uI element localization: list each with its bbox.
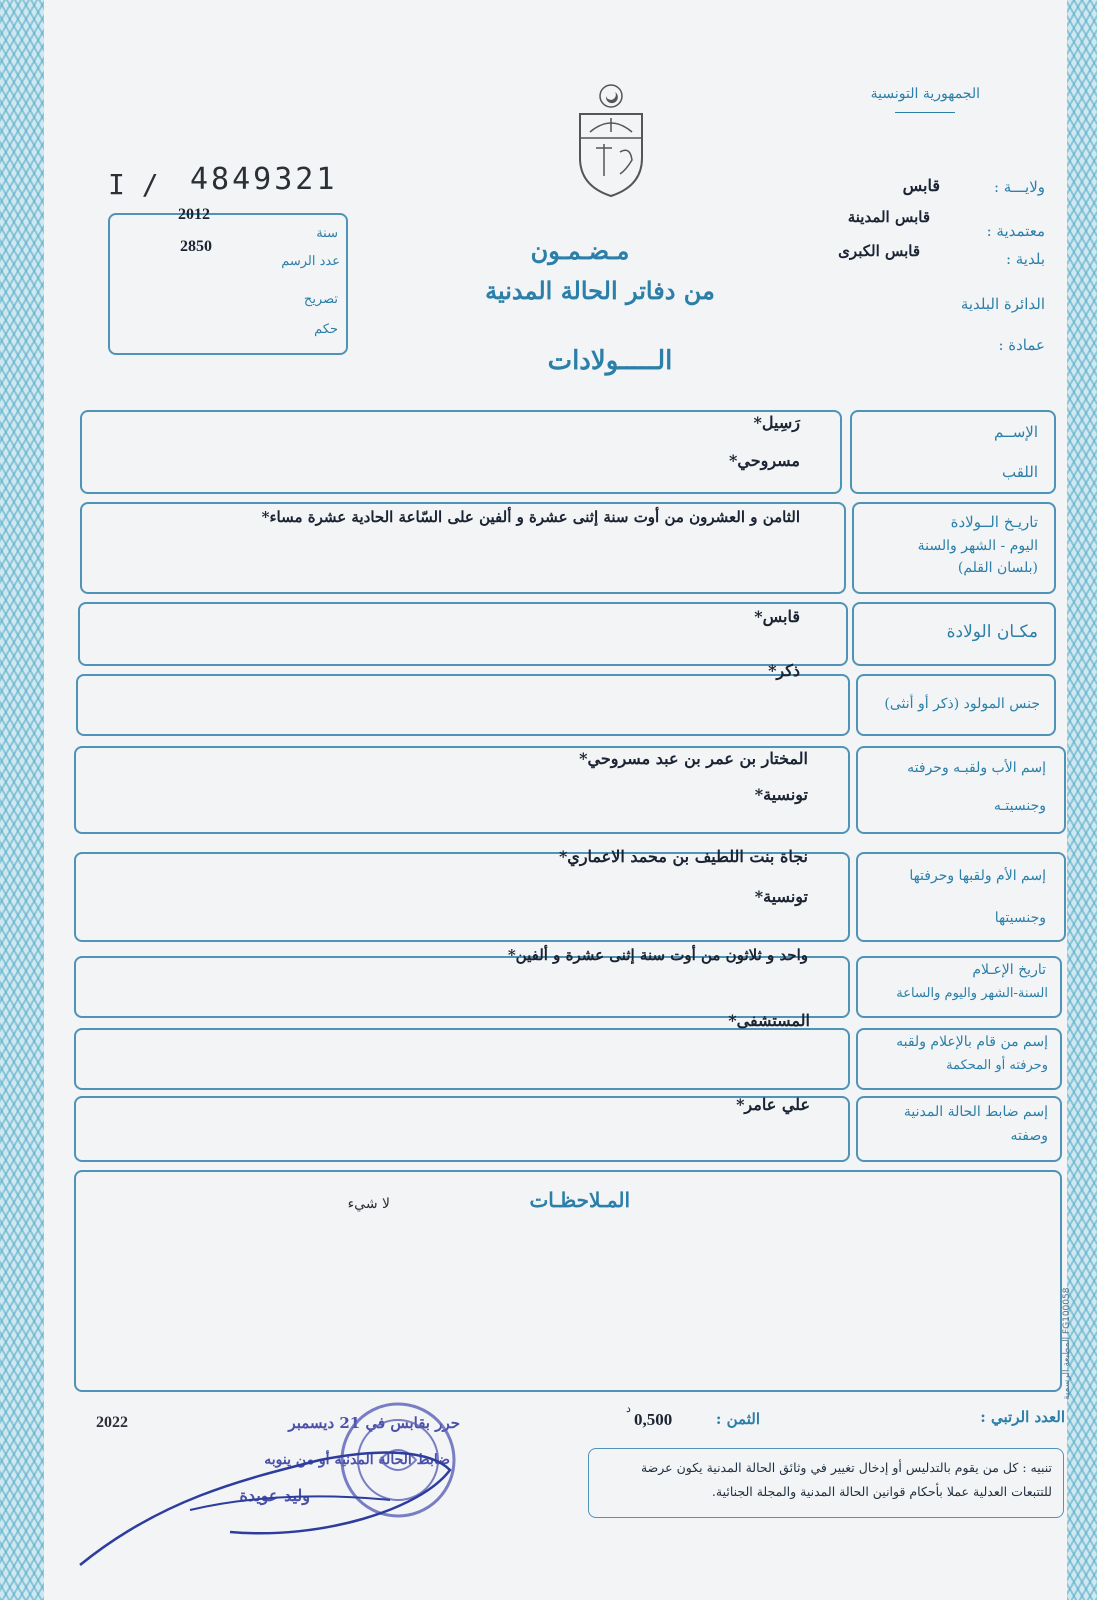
title-births: الـــــولادات (547, 346, 673, 376)
imada-label: عمادة : (998, 336, 1045, 354)
row-declarant-value-box (74, 1028, 850, 1090)
municipality-value: قابس الكبرى (838, 242, 920, 260)
label-officer: إسم ضابط الحالة المدنية (903, 1104, 1048, 1120)
price-unit: د (626, 1402, 631, 1415)
value-declaration-date: واحد و ثلاثون من أوت سنة إثنى عشرة و ألفين* (507, 946, 808, 964)
municipality-label: بلدية : (1005, 250, 1045, 268)
value-birth-place: قابس* (754, 607, 800, 626)
value-father: المختار بن عمر بن عبد مسروحي* (579, 749, 808, 768)
value-first-name: رَسِيل* (753, 413, 800, 432)
label-officer-role: وصفته (1010, 1128, 1048, 1144)
label-sex: جنس المولود (ذكر أو أنثى) (884, 696, 1040, 712)
warning-text: تنبيه : كل من يقوم بالتدليس أو إدخال تغيير في وثائق الحالة المدنية يكون عرضة للتتبعات العدلية عملا بأحكام قوانين الحالة المدنية والمجلة الجنائية. (640, 1460, 1052, 1499)
label-first-name: الإســم (993, 423, 1038, 441)
value-surname: مسروحي* (729, 451, 800, 470)
security-border-left (0, 0, 44, 1600)
registry-year-label: سنة (316, 226, 338, 241)
label-declaration-date: تاريخ الإعـلام (972, 962, 1046, 978)
label-mother-nationality: وجنسيتها (994, 910, 1046, 926)
value-officer: علي عامر* (736, 1095, 810, 1114)
title-extract: مـضـمـون (530, 236, 630, 265)
registry-judgment-label: حكم (314, 322, 338, 337)
district-label: الدائرة البلدية (960, 295, 1045, 313)
label-declarant-court: وحرفته أو المحكمة (946, 1058, 1048, 1073)
label-birth-date: تاريـخ الــولادة (950, 513, 1038, 531)
label-birth-date-format: اليوم - الشهر والسنة (917, 538, 1038, 554)
label-declaration-date-format: السنة-الشهر واليوم والساعة (896, 986, 1048, 1001)
label-father: إسم الأب ولقبـه وحرفته (907, 760, 1046, 776)
printer-mark: المطبعة الرسمية FG100058 (1062, 1287, 1072, 1400)
label-birth-place: مكـان الولادة (946, 622, 1038, 642)
row-sex-value-box (76, 674, 850, 736)
price-value: 0,500 (634, 1410, 673, 1429)
officer-title: ضابط الحالة المدنية أو من ينوبه (264, 1452, 450, 1468)
label-mother: إسم الأم ولقبها وحرفتها (909, 868, 1046, 884)
title-civil-registry: من دفاتر الحالة المدنية (485, 276, 715, 305)
serial-prefix: I / (108, 168, 159, 201)
issued-place-date: حرر بقابس في 21 ديسمبر (288, 1414, 460, 1432)
tunisia-coat-of-arms-icon (568, 82, 654, 202)
remarks-value: لا شيء (347, 1196, 390, 1212)
label-father-nationality: وجنسيتـه (993, 798, 1046, 814)
value-sex: ذكر* (768, 661, 800, 680)
republic-label: الجمهورية التونسية (870, 86, 980, 102)
price-label: الثمن : (715, 1410, 760, 1428)
serial-number: 4849321 (190, 162, 338, 197)
registry-record-label: عدد الرسم (281, 254, 340, 269)
registry-declaration-label: تصريح (303, 292, 338, 307)
value-father-nationality: تونسية* (754, 785, 808, 804)
rank-label: العدد الرتبي : (980, 1408, 1065, 1426)
value-mother: نجاة بنت اللطيف بن محمد الاعماري* (558, 847, 808, 866)
value-mother-nationality: تونسية* (754, 887, 808, 906)
registry-record-value: 2850 (180, 238, 212, 255)
signature-icon (70, 1440, 470, 1570)
header-divider (895, 112, 955, 113)
registry-year-value: 2012 (178, 206, 210, 223)
delegation-label: معتمدية : (986, 222, 1045, 240)
wilaya-value: قابس (902, 176, 940, 195)
value-declarant: المستشفى* (728, 1011, 810, 1030)
value-birth-date: الثامن و العشرون من أوت سنة إثنى عشرة و ألفين على السّاعة الحادية عشرة مساء* (261, 508, 800, 526)
issued-year: 2022 (96, 1414, 128, 1431)
label-birth-date-words: (بلسان القلم) (957, 560, 1038, 576)
delegation-value: قابس المدينة (847, 208, 930, 226)
wilaya-label: ولايـــة : (993, 178, 1045, 196)
remarks-label: المـلاحظـات (529, 1188, 630, 1212)
label-declarant: إسم من قام بالإعلام ولقبه (896, 1034, 1048, 1050)
label-surname: اللقب (1001, 463, 1038, 481)
officer-name: وليد عويدة (239, 1486, 310, 1505)
